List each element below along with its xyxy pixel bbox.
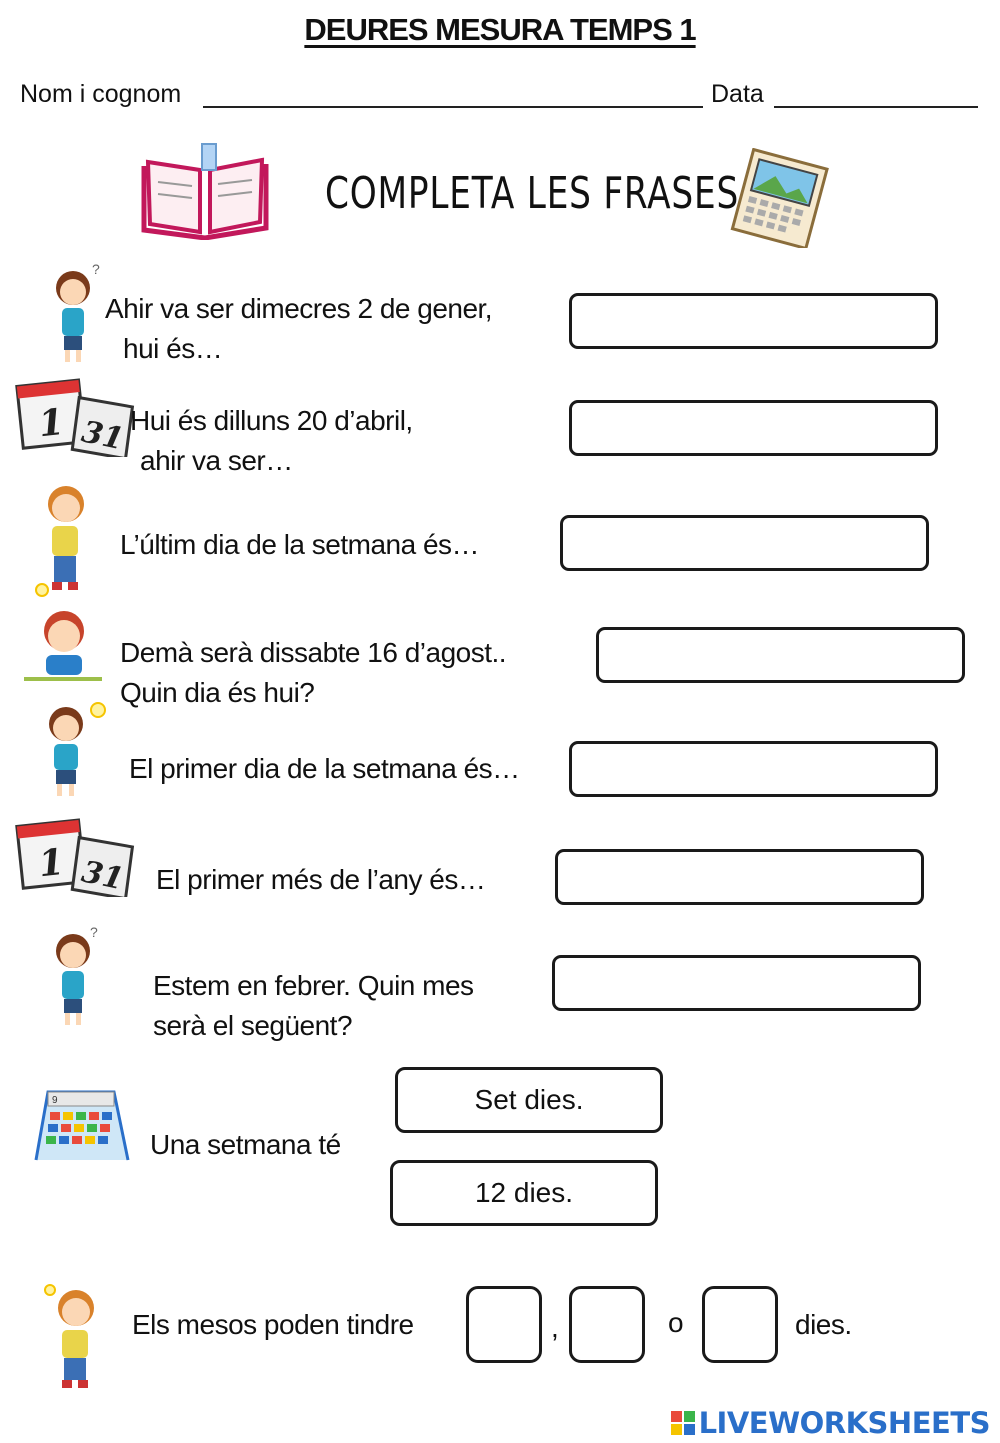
days-box-1[interactable] [466,1286,542,1363]
calendar-pages-icon [12,375,140,462]
date-field[interactable] [774,106,978,108]
date-label: Data [711,80,764,108]
name-field[interactable] [203,106,703,108]
girl-thinking-icon [42,262,104,371]
or-separator: o [668,1307,684,1338]
question-5-text: El primer dia de la setmana és… [129,753,520,784]
question-1-line2: hui és… [123,333,223,364]
worksheet-title: DEURES MESURA TEMPS 1 [304,12,696,47]
question-2-line1: Hui és dilluns 20 d’abril, [130,405,413,436]
option-set-dies[interactable]: Set dies. [395,1067,663,1133]
answer-box-7[interactable] [552,955,921,1011]
boy-thinking-icon [34,478,94,603]
boy-desk-icon [24,603,102,690]
svg-text:1: 1 [36,840,67,886]
section-heading: COMPLETA LES FRASES [325,168,740,219]
svg-text:31: 31 [78,854,127,897]
svg-text:31: 31 [78,414,127,457]
name-label: Nom i cognom [20,80,182,108]
months-question-text: Els mesos poden tindre [132,1309,414,1340]
days-suffix: dies. [795,1309,852,1340]
question-7-line2: serà el següent? [153,1010,353,1041]
question-7-line1: Estem en febrer. Quin mes [153,970,474,1001]
girl-idea-icon [38,698,110,803]
open-book-icon [140,140,270,245]
svg-text:?: ? [90,925,98,940]
brand-name: LIVEWORKSHEETS [698,1406,990,1440]
question-3-text: L’últim dia de la setmana és… [120,529,480,560]
answer-box-2[interactable] [569,400,938,456]
svg-text:9: 9 [52,1095,58,1106]
answer-box-3[interactable] [560,515,929,571]
girl-thinking-icon [42,925,104,1034]
question-2-line2: ahir va ser… [140,445,293,476]
days-box-2[interactable] [569,1286,645,1363]
question-6-text: El primer més de l’any és… [156,864,486,895]
svg-text:1: 1 [36,400,67,446]
desk-calendar-icon [28,1086,132,1171]
days-box-3[interactable] [702,1286,778,1363]
boy-thinking-icon [42,1282,108,1395]
answer-box-5[interactable] [569,741,938,797]
question-4-line2: Quin dia és hui? [120,677,315,708]
question-1-line1: Ahir va ser dimecres 2 de gener, [105,293,493,324]
liveworksheets-logo [671,1406,990,1440]
logo-squares-icon [671,1411,695,1435]
comma-separator: , [551,1312,559,1343]
option-12-dies[interactable]: 12 dies. [390,1160,658,1226]
question-4-line1: Demà serà dissabte 16 d’agost.. [120,637,507,668]
answer-box-6[interactable] [555,849,924,905]
calendar-pages-icon [12,815,140,902]
calendar-picture-icon [730,148,830,253]
choice-question-text: Una setmana té [150,1129,341,1160]
svg-text:?: ? [92,262,100,277]
answer-box-4[interactable] [596,627,965,683]
answer-box-1[interactable] [569,293,938,349]
